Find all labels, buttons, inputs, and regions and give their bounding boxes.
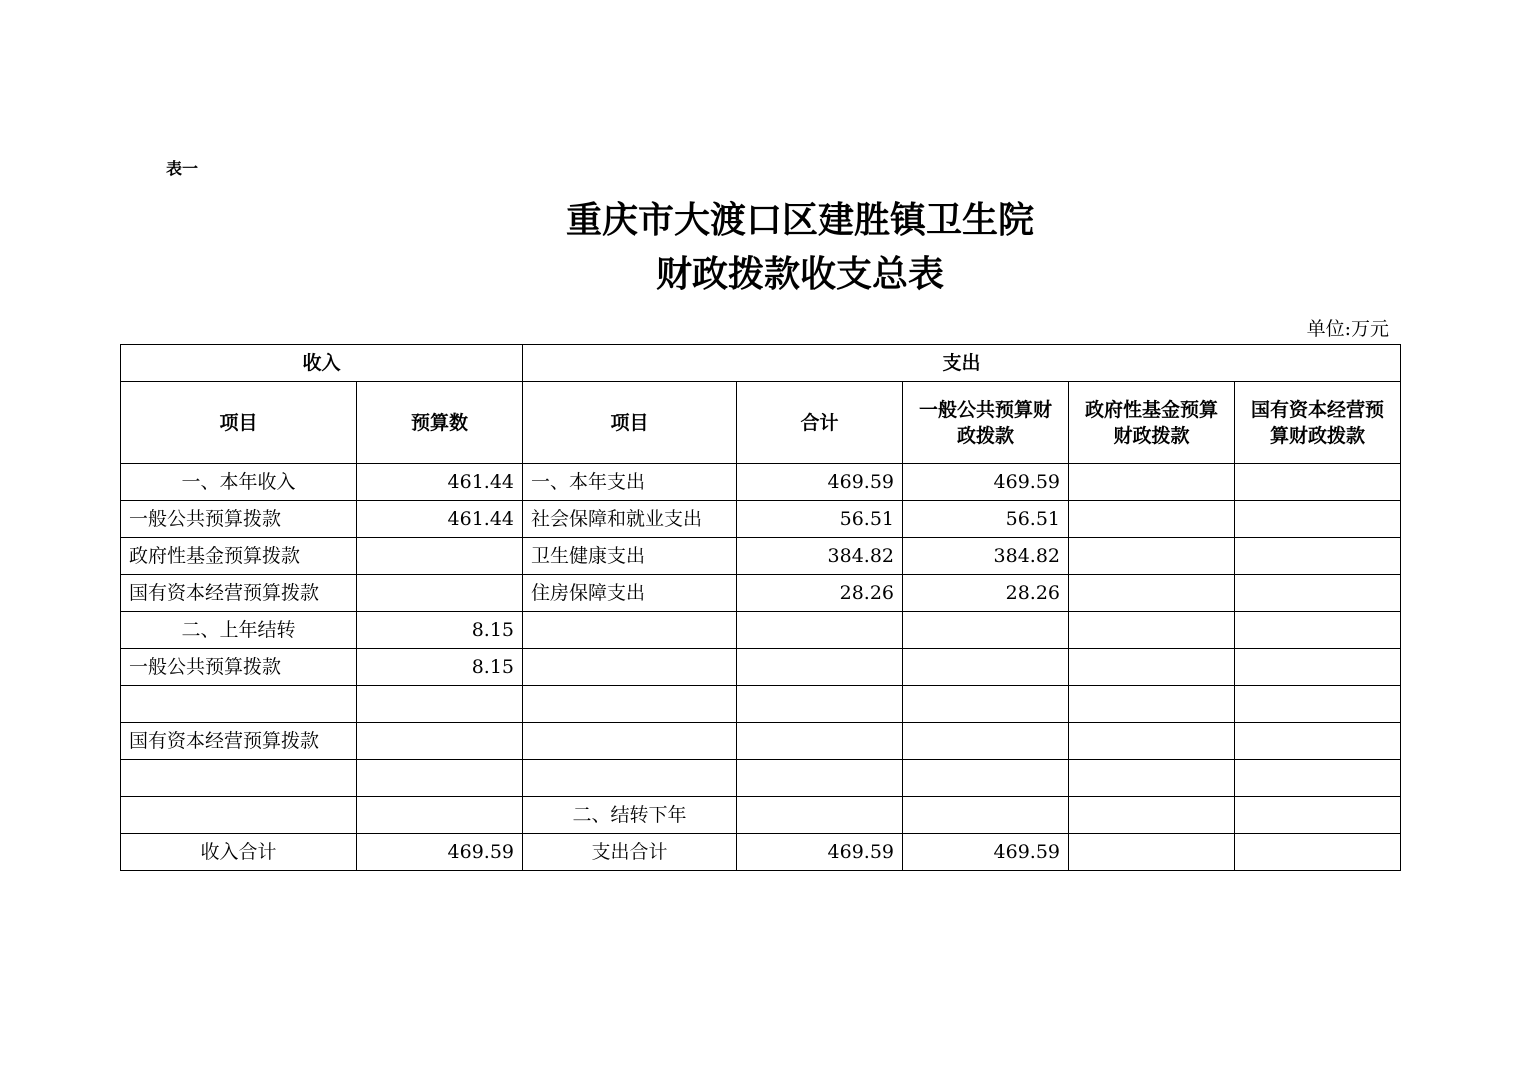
- cell-state-capital: [1235, 538, 1401, 575]
- cell-gov-fund: [1069, 464, 1235, 501]
- cell-expense-item: [523, 760, 737, 797]
- cell-gov-fund: [1069, 797, 1235, 834]
- cell-income-item: 一、本年收入: [121, 464, 357, 501]
- column-header-row: [121, 382, 1401, 464]
- cell-income-item: 国有资本经营预算拨款: [121, 723, 357, 760]
- col-state-capital: 国有资本经营预算财政拨款: [1235, 382, 1401, 464]
- cell-total: [737, 760, 903, 797]
- budget-table: [120, 344, 1401, 871]
- col-expense-item: 项目: [523, 382, 737, 464]
- table-row: [121, 575, 1401, 612]
- cell-income-budget: 8.15: [357, 612, 523, 649]
- cell-expense-item: 社会保障和就业支出: [523, 501, 737, 538]
- cell-income-budget: 461.44: [357, 464, 523, 501]
- cell-state-capital: [1235, 649, 1401, 686]
- cell-general: 384.82: [903, 538, 1069, 575]
- cell-expense-item: 卫生健康支出: [523, 538, 737, 575]
- cell-income-item: [121, 760, 357, 797]
- cell-total: 28.26: [737, 575, 903, 612]
- table-row: [121, 538, 1401, 575]
- col-income-budget: 预算数: [357, 382, 523, 464]
- cell-expense-item: [523, 649, 737, 686]
- cell-income-budget: [357, 686, 523, 723]
- cell-income-item: 一般公共预算拨款: [121, 501, 357, 538]
- table-row: [121, 612, 1401, 649]
- cell-general: [903, 649, 1069, 686]
- cell-gov-fund: [1069, 686, 1235, 723]
- col-gov-fund: 政府性基金预算财政拨款: [1069, 382, 1235, 464]
- cell-general: 469.59: [903, 464, 1069, 501]
- cell-state-capital: [1235, 612, 1401, 649]
- cell-gov-fund: [1069, 723, 1235, 760]
- cell-gov-fund: [1069, 575, 1235, 612]
- cell-income-budget: 8.15: [357, 649, 523, 686]
- cell-income-budget: [357, 797, 523, 834]
- expense-section-header: 支出: [523, 345, 1401, 382]
- cell-income-item: 一般公共预算拨款: [121, 649, 357, 686]
- col-total: 合计: [737, 382, 903, 464]
- section-header-row: [121, 345, 1401, 382]
- cell-income-budget: 469.59: [357, 834, 523, 871]
- cell-income-budget: 461.44: [357, 501, 523, 538]
- cell-state-capital: [1235, 834, 1401, 871]
- cell-expense-item: [523, 723, 737, 760]
- cell-state-capital: [1235, 501, 1401, 538]
- col-income-item: 项目: [121, 382, 357, 464]
- cell-general: [903, 723, 1069, 760]
- cell-income-budget: [357, 723, 523, 760]
- cell-total: [737, 612, 903, 649]
- cell-general: [903, 797, 1069, 834]
- cell-general: 28.26: [903, 575, 1069, 612]
- cell-income-budget: [357, 575, 523, 612]
- cell-expense-item: [523, 612, 737, 649]
- cell-income-item: 二、上年结转: [121, 612, 357, 649]
- unit-label: 单位:万元: [1306, 318, 1389, 340]
- cell-total: [737, 797, 903, 834]
- cell-gov-fund: [1069, 649, 1235, 686]
- cell-total: [737, 686, 903, 723]
- cell-state-capital: [1235, 575, 1401, 612]
- cell-expense-item: 支出合计: [523, 834, 737, 871]
- cell-total: 469.59: [737, 834, 903, 871]
- cell-general: [903, 612, 1069, 649]
- cell-income-budget: [357, 538, 523, 575]
- cell-expense-item: [523, 686, 737, 723]
- cell-state-capital: [1235, 797, 1401, 834]
- page-title: 重庆市大渡口区建胜镇卫生院: [565, 200, 1034, 241]
- cell-gov-fund: [1069, 501, 1235, 538]
- table-row: [121, 501, 1401, 538]
- table-row: [121, 797, 1401, 834]
- table-row: [121, 649, 1401, 686]
- table-row: [121, 834, 1401, 871]
- cell-income-budget: [357, 760, 523, 797]
- cell-income-item: 收入合计: [121, 834, 357, 871]
- cell-state-capital: [1235, 686, 1401, 723]
- cell-gov-fund: [1069, 612, 1235, 649]
- cell-gov-fund: [1069, 760, 1235, 797]
- table-row: [121, 686, 1401, 723]
- cell-gov-fund: [1069, 538, 1235, 575]
- col-general-budget: 一般公共预算财政拨款: [903, 382, 1069, 464]
- cell-income-item: 政府性基金预算拨款: [121, 538, 357, 575]
- cell-state-capital: [1235, 760, 1401, 797]
- cell-general: [903, 686, 1069, 723]
- cell-state-capital: [1235, 723, 1401, 760]
- cell-general: 469.59: [903, 834, 1069, 871]
- table-label: 表一: [166, 159, 199, 178]
- cell-income-item: [121, 686, 357, 723]
- cell-total: [737, 723, 903, 760]
- cell-expense-item: 二、结转下年: [523, 797, 737, 834]
- table-row: [121, 464, 1401, 501]
- cell-income-item: [121, 797, 357, 834]
- cell-total: 56.51: [737, 501, 903, 538]
- page-subtitle: 财政拨款收支总表: [655, 254, 944, 295]
- cell-state-capital: [1235, 464, 1401, 501]
- table-row: [121, 723, 1401, 760]
- cell-total: 384.82: [737, 538, 903, 575]
- cell-expense-item: 一、本年支出: [523, 464, 737, 501]
- cell-general: 56.51: [903, 501, 1069, 538]
- cell-total: 469.59: [737, 464, 903, 501]
- cell-income-item: 国有资本经营预算拨款: [121, 575, 357, 612]
- cell-general: [903, 760, 1069, 797]
- cell-expense-item: 住房保障支出: [523, 575, 737, 612]
- cell-total: [737, 649, 903, 686]
- income-section-header: 收入: [121, 345, 523, 382]
- table-row: [121, 760, 1401, 797]
- cell-gov-fund: [1069, 834, 1235, 871]
